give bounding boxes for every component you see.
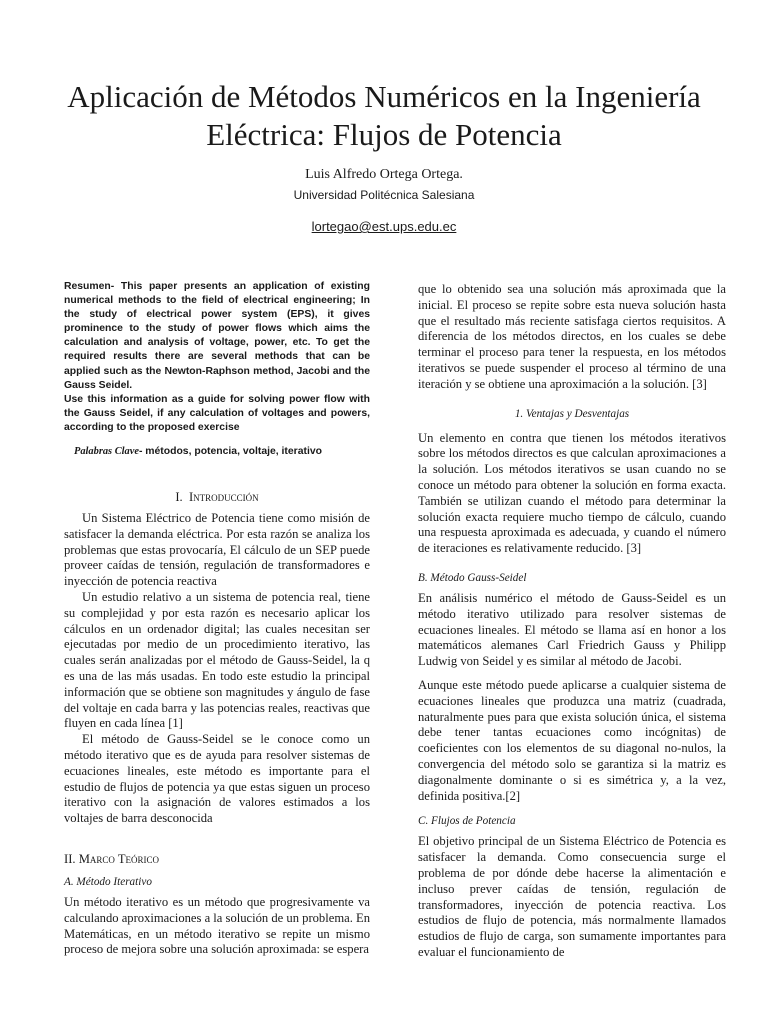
keywords-text: - métodos, potencia, voltaje, iterativo [138,446,322,458]
right-column [418,282,726,961]
abstract-text-usage: Use this information as a guide for solving power flow with the Gauss Seidel, if any calculation of voltages and powers, according to the proposed exercise [64,393,370,433]
title-line-2: Eléctrica: Flujos de Potencia [206,117,562,152]
section-title-intro: Introducción [188,490,259,505]
iterative-paragraph-continued: que lo obtenido sea una solución más aproximada que la inicial. El proceso se repite sobre esta nueva solución hasta que el resultado más reciente satisfaga ciertos requisitos. A diferencia de los métodos directos, en los cuales se debe terminar el proceso para tener la respuesta, en los métodos iterativos se puede suspender el proceso al término de una iteración y se obtiene una aproximación a la solución. [3] [418,282,726,391]
ventajas-paragraph: Un elemento en contra que tienen los métodos iterativos sobre los métodos directos es que calculan aproximaciones a la solución. Los métodos iterativos se usan cuando no se conoce un método para obtener la solución en forma exacta. También se utilizan cuando el método para determinar la solución exacta requiere mucho tiempo de cálculo, cuando una respuesta aproximada es adecuada, y cuando el número de iteraciones es relativamente reducido. [3] [418,430,726,556]
section-heading-intro [64,489,370,505]
section-number-marco: II. [64,851,76,866]
author-email-link[interactable]: lortegao@est.ups.edu.ec [311,219,457,234]
keywords [64,445,370,459]
paper-title [40,78,728,154]
abstract-text: Resumen- This paper presents an application of existing numerical methods to the field of electrical engineering; In the study of electrical power system (EPS), it gives prominence to the study of power flows which aims the calculation and analysis of voltage, power, etc. To get the required results there are several methods that can be applied such as the Newton-Raphson method, Jacobi and the Gauss Seidel. [64,281,370,391]
subsection-heading-flujos: C. Flujos de Potencia [418,815,516,828]
intro-paragraph-2: Un estudio relativo a un sistema de potencia real, tiene su complejidad y por esta razón es necesario aplicar los cálculos en un ordenador digital; las cuales necesitan ser ejecutadas por medio de un procedimiento iterativo, las cuales serán analizadas por el método de Gauss-Seidel, la q es una de las más usadas. En todo este estudio la principal información que se obtiene son magnitudes y ángulo de fase del voltaje en cada barra y las potencias reales, reactivas que fluyen en cada línea [1] [64,590,370,731]
gauss-seidel-paragraph-2: Aunque este método puede aplicarse a cualquier sistema de ecuaciones lineales que produzca una matriz (cuadrada, naturalmente pues para que exista solución única, el sistema debe tener tantas ecuaciones como incógnitas) de coeficientes con los elementos de su diagonal no-nulos, la convergencia del método solo se garantiza si la matriz es diagonalmente dominante o si es simétrica y, a la vez, definida positiva.[2] [418,677,726,803]
intro-paragraph-1: Un Sistema Eléctrico de Potencia tiene como misión de satisfacer la demanda eléctrica. Por esta razón se analiza los problemas que estas provocaría, El cálculo de un SEP puede proveer caídas de tensión, regulación de transformadores e inyección de potencia reactiva [64,511,370,589]
title-line-1: Aplicación de Métodos Numéricos en la Ingeniería [67,79,701,114]
keywords-label: Palabras Clave [74,446,139,458]
left-column [64,280,370,958]
intro-paragraph-3: El método de Gauss-Seidel se le conoce como un método iterativo que es de ayuda para resolver sistemas de ecuaciones lineales, este método es importante para el estudio de flujos de potencia ya que estas siguen un proceso iterativo con la asignación de valores estimados a los voltajes de barra desconocida [64,732,370,826]
section-number-intro: I. [175,490,183,505]
author-affiliation: Universidad Politécnica Salesiana [293,188,475,202]
author-name: Luis Alfredo Ortega Ortega. [305,167,463,182]
iterative-paragraph: Un método iterativo es un método que progresivamente va calculando aproximaciones a la solución de un problema. En Matemáticas, en un método iterativo se repite un mismo proceso de mejora sobre una solución aproximada: se espera [64,894,370,957]
section-title-marco: Marco Teórico [78,851,160,866]
section-heading-marco [64,851,370,867]
subsection-heading-gauss-seidel: B. Método Gauss-Seidel [418,571,527,584]
subsection-heading-ventajas: 1. Ventajas y Desventajas [514,407,630,420]
flujos-paragraph: El objetivo principal de un Sistema Eléctrico de Potencia es satisfacer la demanda. Como consecuencia surge el problema de por dónde debe hacerse la alimentación e incluso prever caídas de tensión, regulación de transformadores, inyección de potencia reactiva. Los estudios de flujo de potencia, más normalmente llamados estudios de flujo de carga, son sumamente importantes para evaluar el funcionamiento de [418,834,726,959]
subsection-heading-metodo-iterativo: A. Método Iterativo [64,875,152,888]
abstract [64,280,370,435]
gauss-seidel-paragraph-1: En análisis numérico el método de Gauss-Seidel es un método iterativo utilizado para resolver sistemas de ecuaciones lineales. El método se llama así en honor a los matemáticos alemanes Carl Friedrich Gauss y Philipp Ludwig von Seidel y es similar al método de Jacobi. [418,590,726,669]
